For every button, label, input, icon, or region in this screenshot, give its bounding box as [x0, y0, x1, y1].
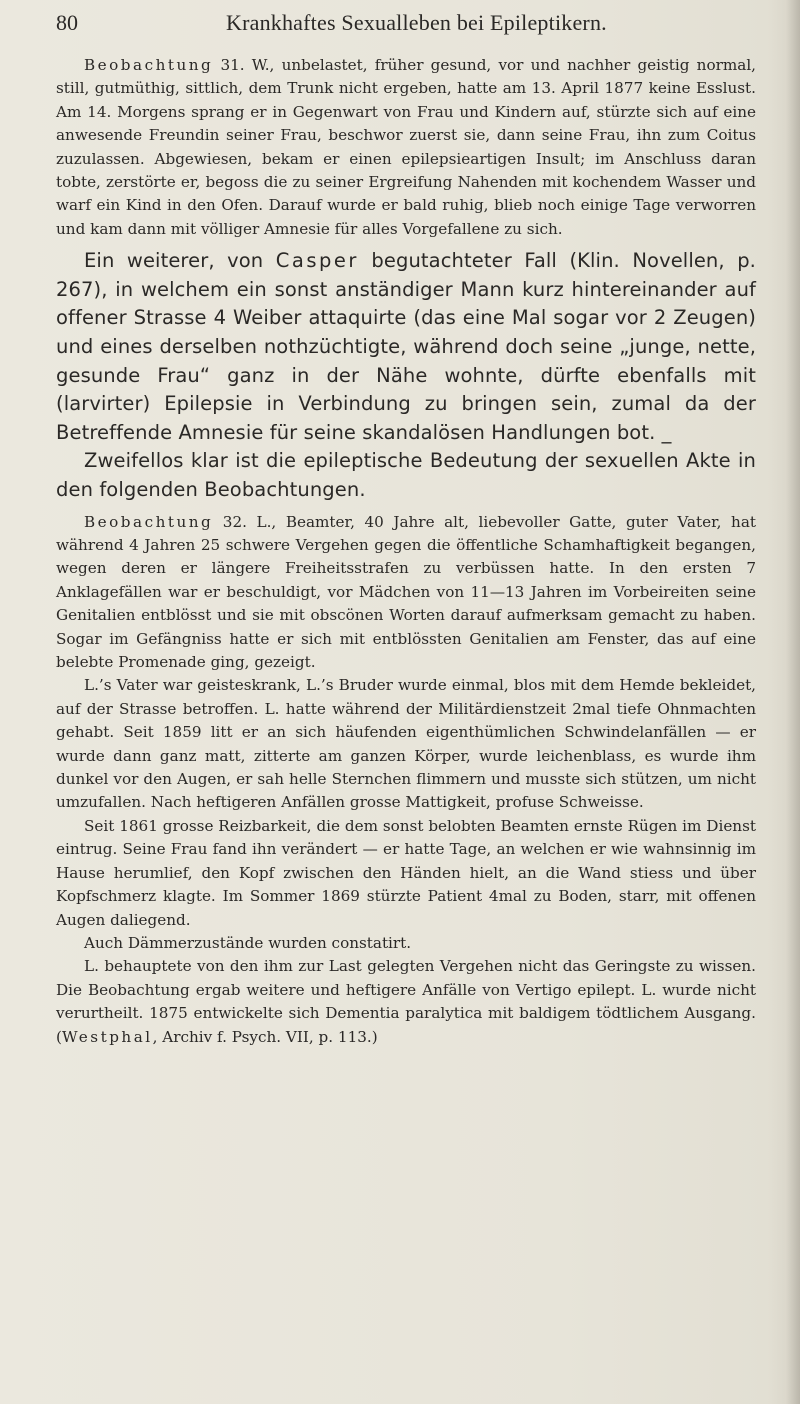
observation-32-paragraph-2: L.’s Vater war geisteskrank, L.’s Bruder wurde einmal, blos mit dem Hemde bekleidet, auf der Strasse betroffen. L. hatte während der Militärdienstzeit 2mal tiefe Ohnmachten gehabt. Seit 1859 litt er an sich häufenden eigenthümlichen Schwindelanfällen — er wurde dann ganz matt, zitterte am ganzen Körper, wurde leichenblass, es wurde ihm dunkel vor den Augen, er sah helle Sternchen flimmern und musste sich stützen, um nicht umzufallen. Nach heftigeren Anfällen grosse Mattigkeit, profuse Schweisse. [56, 676, 756, 812]
casper-paragraph [56, 247, 756, 447]
paragraph-text-after: , Archiv f. Psych. VII, p. 113.) [152, 1027, 378, 1046]
observation-label: Beobachtung [84, 512, 214, 531]
observation-32-paragraph-4: Auch Dämmerzustände wurden constatirt. [84, 933, 412, 952]
observation-32-paragraph-5 [56, 955, 756, 1049]
page-body [56, 54, 756, 1049]
observation-text: 32. L., Beamter, 40 Jahre alt, liebevoller Gatte, guter Vater, hat während 4 Jahren 25 schwere Vergehen gegen die öffentliche Schamhaftigkeit begangen, wegen deren er längere Freiheitsstrafen zu verbüssen hatte. In den ersten 7 Anklagefällen war er beschuldigt, vor Mädchen von 11—13 Jahren im Vorbeireiten seine Genitalien entblösst und sie mit obscönen Worten darauf aufmerksam gemacht zu haben. Sogar im Gefängniss hatte er sich mit entblössten Genitalien am Fenster, das auf eine belebte Promenade ging, gezeigt. [56, 512, 756, 672]
observation-32-paragraph-1 [56, 511, 756, 675]
observation-32-paragraph-3: Seit 1861 grosse Reizbarkeit, die dem sonst belobten Beamten ernste Rügen im Dienst eintrug. Seine Frau fand ihn verändert — er hatte Tage, an welchen er wie wahnsinnig im Hause herumlief, den Kopf zwischen den Händen hielt, an die Wand stiess und über Kopfschmerz klagte. Im Sommer 1869 stürzte Patient 4mal zu Boden, starr, mit offenen Augen daliegend. [56, 816, 756, 929]
casper-text-after: begutachteter Fall (Klin. Novellen, p. 267), in welchem ein sonst anständiger Mann kurz hintereinander auf offener Strasse 4 Weiber attaquirte (das eine Mal sogar vor 2 Zeugen) und eines derselben nothzüchtigte, während doch seine „junge, nette, gesunde Frau“ ganz in der Nähe wohnte, dürfte ebenfalls mit (larvirter) Epilepsie in Verbindung zu bringen sein, zumal da der Betreffende Amnesie für seine skandalösen Handlungen bot. _ [56, 249, 756, 444]
observation-label: Beobachtung [84, 56, 214, 74]
paragraph-text-before: L. behauptete von den ihm zur Last gelegten Vergehen nicht das Geringste zu wissen. Die Beobachtung ergab weitere und heftigere Anfälle von Vertigo epilept. L. wurde nicht verurtheilt. 1875 entwickelte sich Dementia paralytica mit baldigem tödtlichem Ausgang. ( [56, 957, 756, 1046]
running-title: Krankhaftes Sexualleben bei Epileptikern. [226, 10, 607, 35]
page-number: 80 [56, 10, 78, 35]
author-name-casper: Casper [275, 249, 359, 273]
casper-text-before: Ein weiterer, von [84, 249, 276, 273]
observation-31 [56, 54, 756, 241]
page-edge-shadow [786, 0, 800, 1404]
author-name-westphal: Westphal [61, 1027, 153, 1046]
observation-text: 31. W., unbelastet, früher gesund, vor und nachher geistig normal, still, gutmüthig, sittlich, dem Trunk nicht ergeben, hatte am 13. April 1877 keine Esslust. Am 14. Morgens sprang er in Gegenwart von Frau und Kindern auf, stürzte sich auf eine anwesende Freundin seiner Frau, beschwor zuerst sie, dann seine Frau, ihn zum Coitus zuzulassen. Abgewiesen, bekam er einen epilepsieartigen Insult; im Anschluss daran tobte, zerstörte er, begoss die zu seiner Ergreifung Nahenden mit kochendem Wasser und warf ein Kind in den Ofen. Darauf wurde er bald ruhig, blieb noch einige Tage verworren und kam dann mit völliger Amnesie für alles Vorgefallene zu sich. [56, 56, 756, 238]
intro-paragraph: Zweifellos klar ist die epileptische Bedeutung der sexuellen Akte in den folgenden Beobachtungen. [56, 449, 756, 501]
running-head [56, 6, 756, 40]
